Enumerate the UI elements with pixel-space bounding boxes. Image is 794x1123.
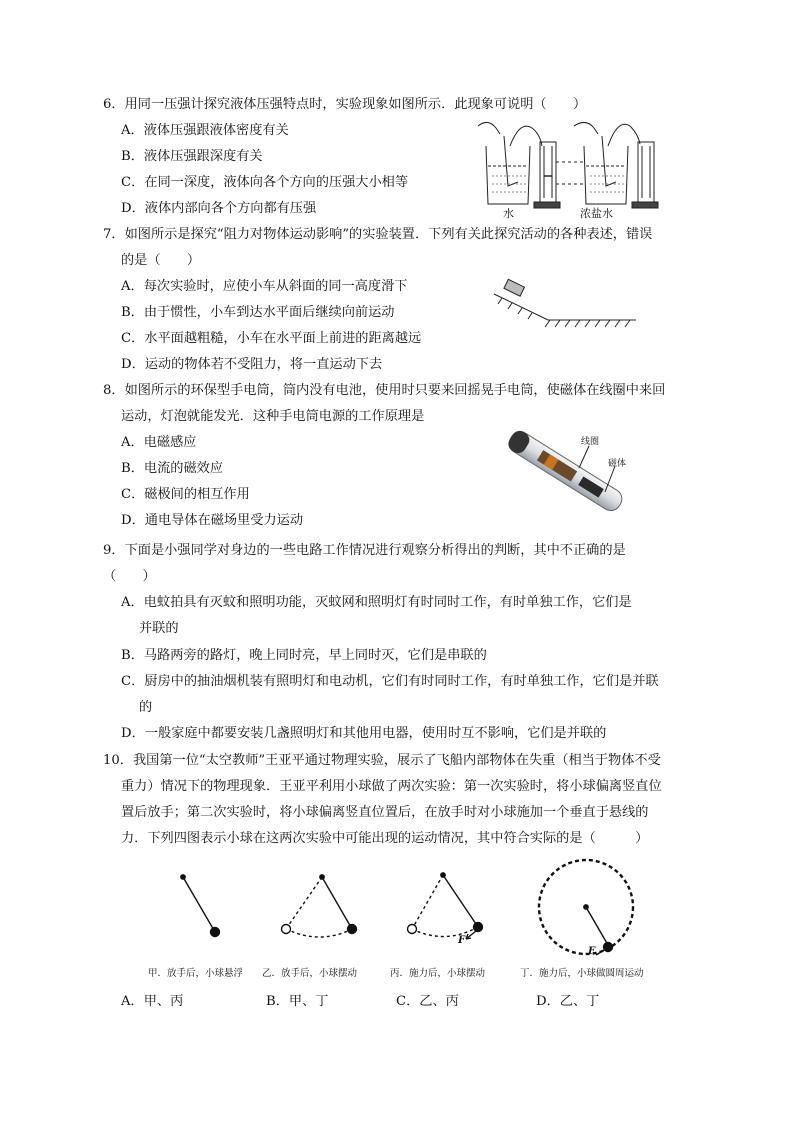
q10-option-d: D．乙、丁 <box>536 994 600 1009</box>
pendulum-ding <box>539 860 633 955</box>
q8-option-b: B．电流的磁效应 <box>121 461 224 476</box>
q10-option-b: B．甲、丁 <box>266 994 329 1009</box>
q9-option-d: D．一般家庭中都要安装几盏照明灯和其他用电器，使用时互不影响，它们是并联的 <box>121 726 607 741</box>
q8-label-coil: 线圈 <box>581 437 600 447</box>
q8-option-c: C．磁极间的相互作用 <box>121 487 250 502</box>
q10-stem-line2: 重力）情况下的物理现象．王亚平利用小球做了两次实验：第一次实验时，将小球偏离竖直位 <box>121 779 662 794</box>
pressure-gauge-figure <box>470 116 670 226</box>
q9-stem-line2: （ ） <box>103 569 156 584</box>
q9-option-b: B．马路两旁的路灯，晚上同时亮，早上同时灭，它们是串联的 <box>121 648 487 663</box>
q6-option-d: D．液体内部向各个方向都有压强 <box>121 201 317 216</box>
q7-stem-line2: 的是（ ） <box>121 253 201 268</box>
shake-flashlight-figure <box>505 422 635 522</box>
q6-option-b: B．液体压强跟深度有关 <box>121 149 263 164</box>
q9-option-c: C．厨房中的抽油烟机装有照明灯和电动机，它们有时同时工作，有时单独工作，它们是并联 <box>121 674 659 689</box>
q7-option-a: A．每次实验时，应使小车从斜面的同一高度滑下 <box>121 279 408 294</box>
pendulum-jia <box>181 875 220 937</box>
q9-stem-line1: 9．下面是小强同学对身边的一些电路工作情况进行观察分析得出的判断，其中不正确的是 <box>103 543 626 558</box>
pendulum-figures <box>140 855 680 960</box>
q7-stem-line1: 7．如图所示是探究“阻力对物体运动影响”的实验装置．下列有关此探究活动的各种表述，错误 <box>103 227 653 242</box>
caption-yi: 乙．放手后，小球摆动 <box>262 968 358 979</box>
q9-option-a: A．电蚊拍具有灭蚊和照明功能，灭蚊网和照明灯有时同时工作，有时单独工作，它们是 <box>121 595 632 610</box>
q10-stem-line4: 力．下列四图表示小球在这两次实验中可能出现的运动情况，其中符合实际的是（ ） <box>121 831 649 846</box>
caption-jia: 甲．放手后，小球悬浮 <box>148 968 244 979</box>
q6-option-a: A．液体压强跟液体密度有关 <box>121 123 289 138</box>
q8-label-magnet: 磁体 <box>608 459 627 469</box>
q8-stem-line2: 运动，灯泡就能发光．这种手电筒电源的工作原理是 <box>121 409 425 424</box>
q9-option-a-cont: 并联的 <box>139 621 179 636</box>
q10-option-a: A．甲、丙 <box>121 994 184 1009</box>
q6-label-brine: 浓盐水 <box>580 207 613 220</box>
caption-bing: 丙．施力后，小球摆动 <box>390 968 486 979</box>
q10-option-c: C．乙、丙 <box>396 994 459 1009</box>
q8-option-d: D．通电导体在磁场里受力运动 <box>121 513 304 528</box>
caption-ding: 丁．施力后，小球做圆周运动 <box>520 968 644 979</box>
force-label-ding: F <box>588 946 596 957</box>
q6-stem: 6．用同一压强计探究液体压强特点时，实验现象如图所示．此现象可说明（ ） <box>103 97 587 112</box>
pendulum-bing <box>408 873 483 939</box>
q10-stem-line1: 10．我国第一位“太空教师”王亚平通过物理实验，展示了飞船内部物体在失重（相当于物体不受 <box>103 753 661 768</box>
q8-stem-line1: 8．如图所示的环保型手电筒，筒内没有电池，使用时只要来回摇晃手电筒，使磁体在线圈中来回 <box>103 383 666 398</box>
q9-option-c-cont: 的 <box>139 700 153 715</box>
pendulum-yi <box>282 875 357 937</box>
q8-option-a: A．电磁感应 <box>121 435 197 450</box>
q6-option-c: C．在同一深度，液体向各个方向的压强大小相等 <box>121 175 409 190</box>
q7-option-c: C．水平面越粗糙，小车在水平面上前进的距离越远 <box>121 331 422 346</box>
q7-option-b: B．由于惯性，小车到达水平面后继续向前运动 <box>121 305 395 320</box>
force-label-bing: F <box>458 935 466 946</box>
q6-label-water: 水 <box>503 207 514 220</box>
q7-option-d: D．运动的物体若不受阻力，将一直运动下去 <box>121 357 383 372</box>
q10-stem-line3: 置后放手；第二次实验时，将小球偏离竖直位置后，在放手时对小球施加一个垂直于悬线的 <box>121 805 649 820</box>
incline-cart-figure <box>490 276 640 328</box>
